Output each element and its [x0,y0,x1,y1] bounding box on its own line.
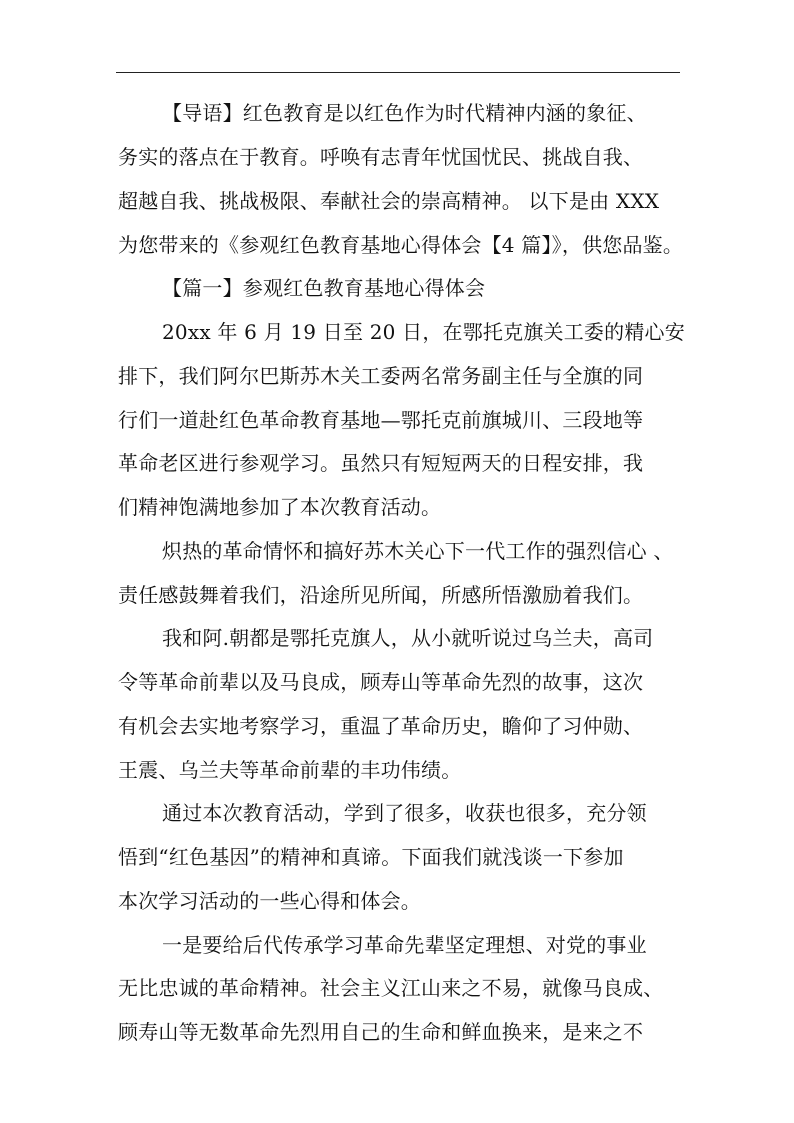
text-line: 行们一道赴红色革命教育基地—鄂托克前旗城川、三段地等 [118,408,644,432]
text-line: 王震、乌兰夫等革命前辈的丰功伟绩。 [118,758,462,782]
header-rule [116,72,680,73]
text-line: 为您带来的《参观红色教育基地心得体会【4 篇】》，供您品鉴。 [118,233,684,257]
text-line: 令等革命前辈以及马良成，顾寿山等革命先烈的故事，这次 [118,670,644,694]
text-line: 本次学习活动的一些心得和体会。 [118,889,421,913]
text-line: 【导语】红色教育是以红色作为时代精神内涵的象征、 [162,101,647,125]
text-line: 20xx 年 6 月 19 日至 20 日，在鄂托克旗关工委的精心安 [162,320,685,344]
section-heading: 【篇一】参观红色教育基地心得体会 [162,276,486,300]
text-line: 悟到“红色基因”的精神和真谛。下面我们就浅谈一下参加 [118,845,624,869]
text-line: 我和阿.朝都是鄂托克旗人，从小就听说过乌兰夫，高司 [162,626,654,650]
text-line: 超越自我、挑战极限、奉献社会的崇高精神。 以下是由 XXX [118,189,660,213]
text-line: 务实的落点在于教育。呼唤有志青年忧国忧民、挑战自我、 [118,145,644,169]
text-line: 无比忠诚的革命精神。社会主义江山来之不易，就像马良成、 [118,976,664,1000]
text-line: 炽热的革命情怀和搞好苏木关心下一代工作的强烈信心 、 [162,539,674,563]
text-line: 责任感鼓舞着我们，沿途所见所闻，所感所悟激励着我们。 [118,583,644,607]
text-line: 排下，我们阿尔巴斯苏木关工委两名常务副主任与全旗的同 [118,364,644,388]
text-line: 有机会去实地考察学习，重温了革命历史，瞻仰了习仲勋、 [118,714,644,738]
text-line: 革命老区进行参观学习。虽然只有短短两天的日程安排，我 [118,451,644,475]
text-line: 们精神饱满地参加了本次教育活动。 [118,495,442,519]
text-line: 一是要给后代传承学习革命先辈坚定理想、对党的事业 [162,933,647,957]
text-line: 通过本次教育活动，学到了很多，收获也很多，充分领 [162,801,647,825]
text-line: 顾寿山等无数革命先烈用自己的生命和鲜血换来，是来之不 [118,1020,644,1044]
